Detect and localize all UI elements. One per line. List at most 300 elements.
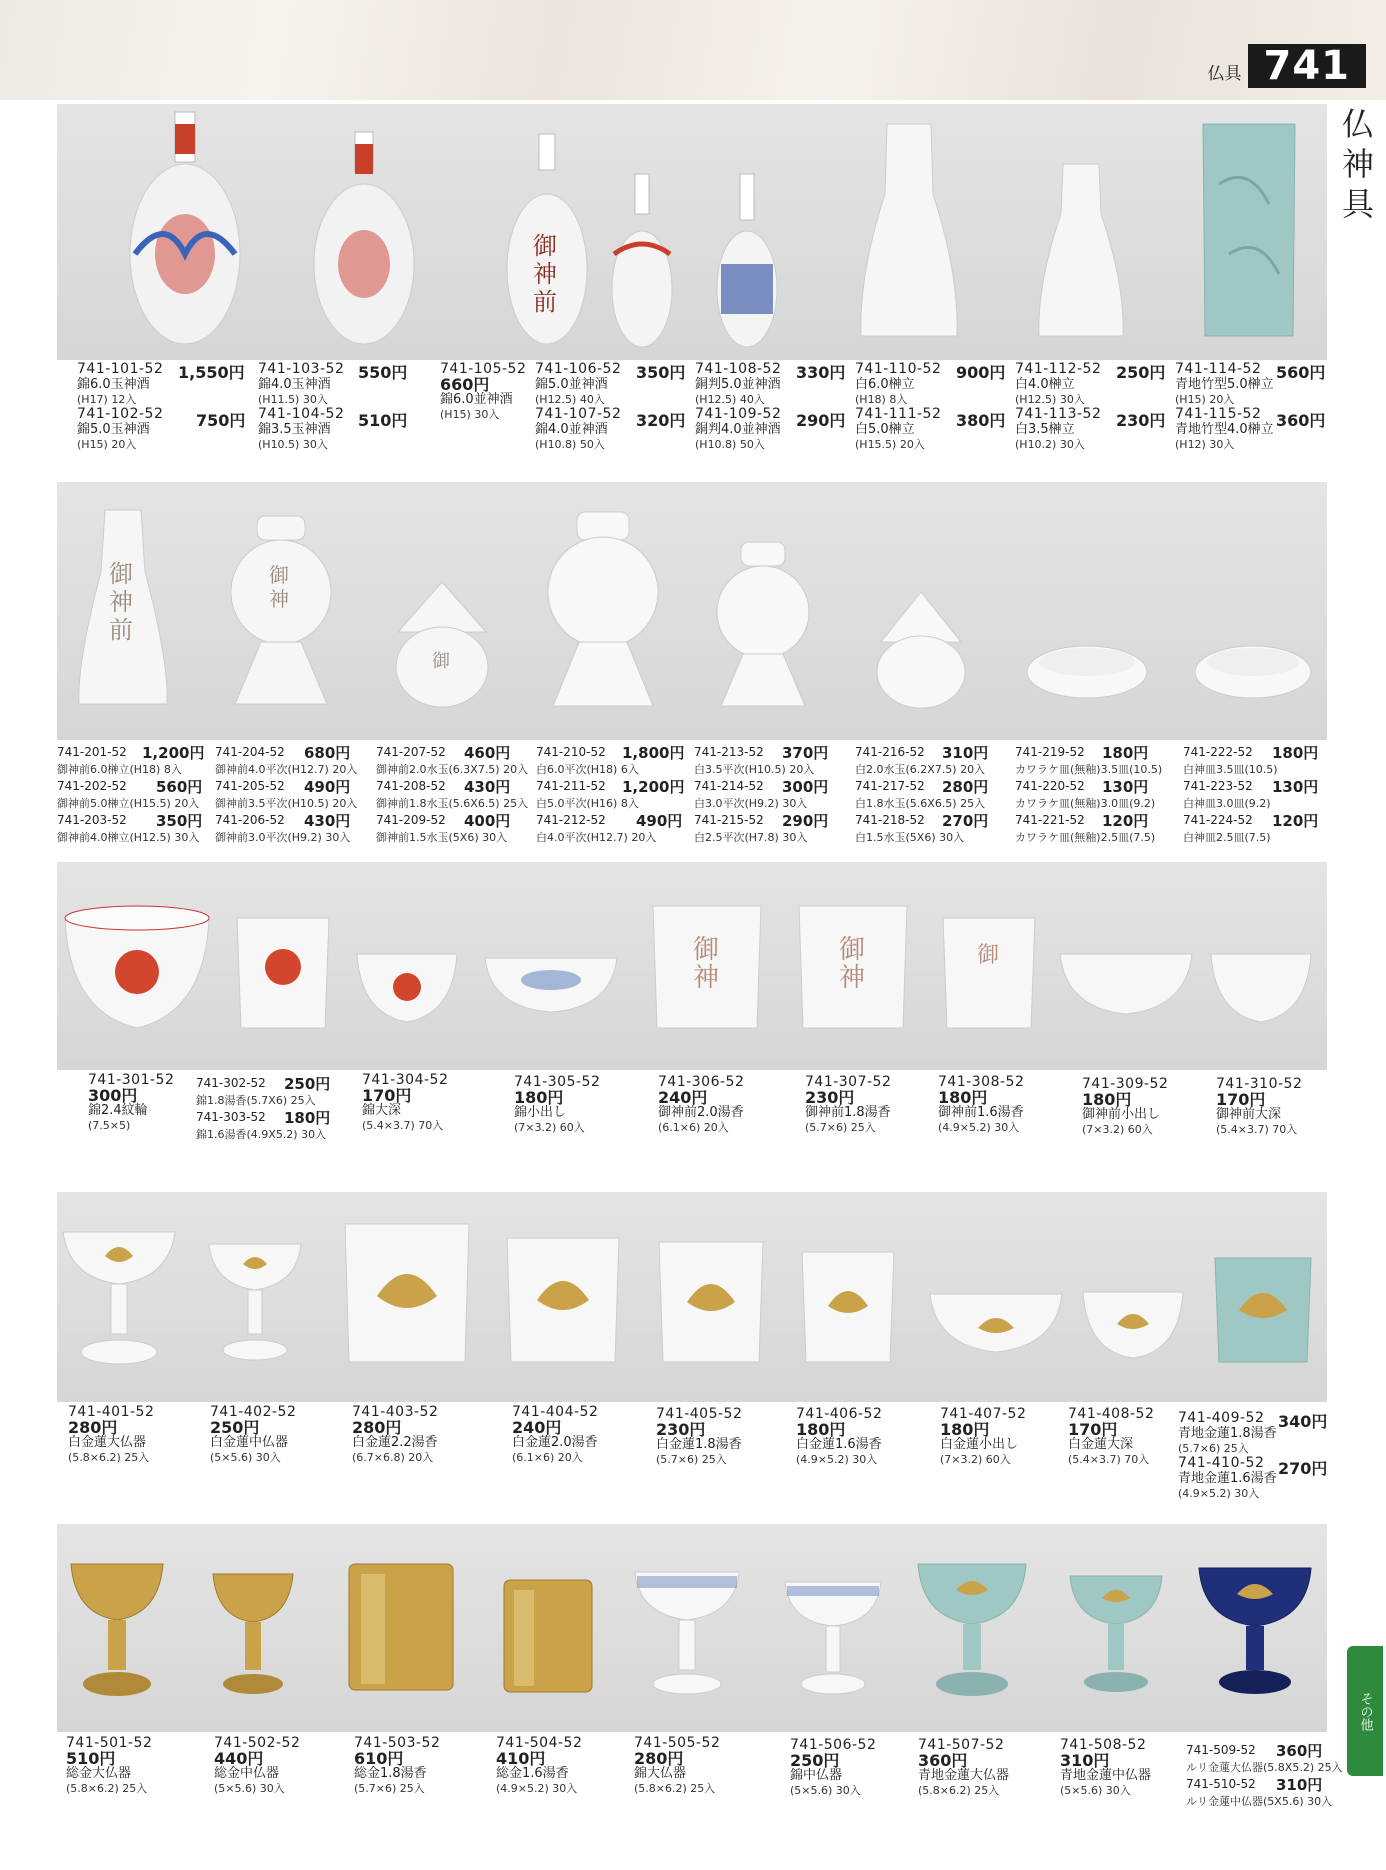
product-desc: 白神皿3.5皿(10.5)	[1183, 763, 1278, 776]
product-code: 741-106-52	[535, 361, 622, 377]
row4-products	[57, 1192, 1327, 1402]
product-desc: 御神前3.0平次(H9.2) 30入	[215, 831, 351, 844]
product-code: 741-210-52	[536, 745, 606, 759]
product-price: 370円	[782, 744, 829, 762]
product-image	[802, 1252, 894, 1362]
product-price: 900円	[956, 363, 1006, 382]
product-price: 180円	[1102, 744, 1149, 762]
product-price: 180円	[514, 1088, 564, 1107]
product-label	[535, 362, 621, 452]
product-detail: (H18) 8入	[855, 393, 908, 406]
product-desc: 御神前6.0榊立(H18) 8入	[57, 763, 182, 776]
product-price: 750円	[196, 411, 246, 430]
product-image	[1039, 164, 1123, 336]
side-title-char: 神	[1341, 145, 1374, 183]
product-price: 170円	[1068, 1420, 1118, 1439]
product-code: 741-217-52	[855, 779, 925, 793]
product-price: 350円	[636, 363, 686, 382]
product-price: 330円	[796, 363, 846, 382]
product-price: 250円	[1116, 363, 1166, 382]
product-image	[65, 906, 209, 1028]
product-desc: ルリ金蓮中仏器(5X5.6) 30入	[1186, 1795, 1333, 1808]
svg-text:御: 御	[432, 651, 450, 672]
svg-text:御: 御	[693, 935, 720, 965]
product-detail: (H12.5) 30入	[1015, 393, 1085, 406]
product-price: 230円	[805, 1088, 855, 1107]
category-label: 仏具	[1207, 64, 1242, 84]
product-image	[785, 1582, 881, 1694]
product-desc: 白4.0平次(H12.7) 20入	[536, 831, 657, 844]
product-image	[507, 1238, 619, 1362]
product-price: 490円	[636, 812, 683, 830]
product-label	[258, 362, 344, 452]
product-desc: 御神前2.0湯香	[658, 1105, 744, 1120]
product-price: 230円	[1116, 411, 1166, 430]
product-price: 1,200円	[622, 778, 685, 796]
product-price: 310円	[1276, 1776, 1323, 1794]
product-price: 280円	[352, 1418, 402, 1437]
svg-text:神: 神	[839, 963, 866, 993]
product-desc: 総金1.6湯香	[496, 1766, 569, 1781]
svg-text:神: 神	[269, 587, 289, 611]
product-price: 380円	[956, 411, 1006, 430]
product-desc: カワラケ皿(無釉)3.5皿(10.5)	[1015, 763, 1163, 776]
product-code: 741-501-52	[66, 1735, 153, 1751]
product-desc: 御神前1.8水玉(5.6X6.5) 25入	[376, 797, 529, 810]
product-detail: (6.7×6.8) 20入	[352, 1451, 434, 1464]
product-code: 741-209-52	[376, 813, 446, 827]
product-price: 340円	[1278, 1412, 1328, 1431]
product-code: 741-113-52	[1015, 406, 1102, 422]
product-image	[209, 1244, 301, 1360]
product-image	[63, 1232, 175, 1364]
product-price: 430円	[464, 778, 511, 796]
product-desc: 御神前小出し	[1082, 1107, 1161, 1122]
product-price: 300円	[782, 778, 829, 796]
product-desc: 白神皿3.0皿(9.2)	[1183, 797, 1271, 810]
product-desc: 青地金蓮中仏器	[1060, 1768, 1152, 1783]
product-desc: 御神前1.6湯香	[938, 1105, 1024, 1120]
product-code: 741-502-52	[214, 1735, 301, 1751]
product-code: 741-305-52	[514, 1074, 601, 1090]
product-price: 510円	[358, 411, 408, 430]
product-detail: (5×5.6) 30入	[1060, 1784, 1131, 1797]
product-price: 400円	[464, 812, 511, 830]
product-desc: 錦中仏器	[790, 1768, 843, 1783]
product-price: 280円	[68, 1418, 118, 1437]
product-code: 741-505-52	[634, 1735, 721, 1751]
product-desc: 御神前4.0平次(H12.7) 20入	[215, 763, 358, 776]
product-label	[1015, 362, 1101, 452]
product-desc: 白神皿2.5皿(7.5)	[1183, 831, 1271, 844]
product-image	[79, 510, 167, 704]
product-label	[352, 1405, 438, 1465]
product-desc: 白6.0榊立	[855, 377, 915, 392]
product-price: 240円	[658, 1088, 708, 1107]
product-price: 350円	[156, 812, 203, 830]
product-detail: (H12.5) 40入	[535, 393, 605, 406]
product-code: 741-222-52	[1183, 745, 1253, 759]
product-desc: 総金中仏器	[214, 1766, 280, 1781]
product-desc: 白5.0榊立	[855, 422, 915, 437]
product-code: 741-107-52	[535, 406, 622, 422]
product-detail: (5.8×6.2) 25入	[66, 1782, 148, 1795]
product-price: 300円	[88, 1086, 138, 1105]
product-detail: (5.7×6) 25入	[805, 1121, 876, 1134]
product-price: 180円	[796, 1420, 846, 1439]
product-price: 230円	[656, 1420, 706, 1439]
product-price: 320円	[636, 411, 686, 430]
product-detail: (H10.8) 50入	[695, 438, 765, 451]
product-price: 360円	[1276, 1742, 1323, 1760]
product-image	[213, 1574, 293, 1694]
product-label	[805, 1075, 891, 1135]
product-price: 430円	[304, 812, 351, 830]
product-code: 741-307-52	[805, 1074, 892, 1090]
product-image	[485, 958, 617, 1012]
product-label	[656, 1407, 742, 1467]
product-desc: 錦4.0並神酒	[535, 422, 608, 437]
product-desc: 白3.5榊立	[1015, 422, 1075, 437]
product-image	[861, 124, 957, 336]
product-price: 120円	[1102, 812, 1149, 830]
product-detail: (H12.5) 40入	[695, 393, 765, 406]
product-image	[1060, 954, 1192, 1014]
product-image	[507, 134, 587, 344]
product-desc: 白1.5水玉(5X6) 30入	[855, 831, 965, 844]
product-detail: (5.4×3.7) 70入	[1216, 1123, 1298, 1136]
product-code: 741-509-52	[1186, 1743, 1256, 1757]
product-image	[349, 1564, 453, 1690]
product-desc: 錦1.8湯香(5.7X6) 25入	[196, 1094, 316, 1107]
product-code: 741-303-52	[196, 1110, 266, 1124]
product-code: 741-301-52	[88, 1072, 175, 1088]
product-desc: 白3.5平次(H10.5) 20入	[694, 763, 815, 776]
product-desc: 白3.0平次(H9.2) 30入	[694, 797, 808, 810]
product-price: 310円	[1060, 1751, 1110, 1770]
product-code: 741-404-52	[512, 1404, 599, 1420]
row2-products	[57, 482, 1327, 740]
product-code: 741-401-52	[68, 1404, 155, 1420]
product-code: 741-405-52	[656, 1406, 743, 1422]
product-desc: 白金蓮大仏器	[68, 1435, 147, 1450]
product-desc: 青地竹型5.0榊立	[1175, 377, 1274, 392]
product-detail: (H15) 30入	[440, 408, 500, 421]
row5-products	[57, 1524, 1327, 1732]
product-label	[496, 1736, 582, 1796]
product-desc: 白金蓮小出し	[940, 1437, 1019, 1452]
product-detail: (7×3.2) 60入	[514, 1121, 585, 1134]
product-label	[88, 1073, 174, 1133]
product-desc: 錦6.0並神酒	[440, 392, 513, 407]
product-price: 360円	[1276, 411, 1326, 430]
product-code: 741-208-52	[376, 779, 446, 793]
product-desc: 総金大仏器	[66, 1766, 132, 1781]
product-image	[930, 1294, 1062, 1352]
product-price: 360円	[918, 1751, 968, 1770]
product-price: 250円	[284, 1075, 331, 1093]
product-code: 741-103-52	[258, 361, 345, 377]
product-code: 741-102-52	[77, 406, 164, 422]
product-price: 170円	[362, 1086, 412, 1105]
product-detail: (H10.8) 50入	[535, 438, 605, 451]
product-code: 741-510-52	[1186, 1777, 1256, 1791]
product-desc: 白金蓮1.6湯香	[796, 1437, 882, 1452]
product-desc: 錦2.4紋輪	[88, 1103, 148, 1118]
product-code: 741-201-52	[57, 745, 127, 759]
product-desc: 白金蓮2.0湯香	[512, 1435, 598, 1450]
product-image	[1070, 1576, 1162, 1692]
product-code: 741-206-52	[215, 813, 285, 827]
product-image	[1203, 124, 1295, 336]
product-detail: (5.8×6.2) 25入	[918, 1784, 1000, 1797]
product-label	[940, 1407, 1026, 1467]
product-desc: 銅判5.0並神酒	[695, 377, 781, 392]
svg-text:神: 神	[533, 260, 557, 288]
product-detail: (5.7×6) 25入	[656, 1453, 727, 1466]
product-band-4	[57, 1192, 1327, 1402]
product-image	[130, 112, 240, 344]
product-price: 250円	[790, 1751, 840, 1770]
product-desc: 錦大仏器	[634, 1766, 687, 1781]
product-code: 741-507-52	[918, 1737, 1005, 1753]
product-band-5	[57, 1524, 1327, 1732]
product-image	[345, 1224, 469, 1362]
product-image	[231, 516, 331, 704]
svg-text:御: 御	[109, 560, 133, 588]
product-label	[77, 362, 163, 452]
product-desc: 青地金蓮1.6湯香	[1178, 1471, 1277, 1486]
product-price: 610円	[354, 1749, 404, 1768]
product-code: 741-213-52	[694, 745, 764, 759]
product-desc: 錦5.0並神酒	[535, 377, 608, 392]
product-code: 741-304-52	[362, 1072, 449, 1088]
product-code: 741-104-52	[258, 406, 345, 422]
product-code: 741-221-52	[1015, 813, 1085, 827]
product-desc: 錦5.0玉神酒	[77, 422, 150, 437]
product-code: 741-214-52	[694, 779, 764, 793]
product-label	[1082, 1077, 1168, 1137]
product-price: 130円	[1272, 778, 1319, 796]
product-desc: 白金蓮1.8湯香	[656, 1437, 742, 1452]
product-price: 180円	[940, 1420, 990, 1439]
row3-products	[57, 862, 1327, 1070]
product-desc: 御神前大深	[1216, 1107, 1282, 1122]
product-desc: 御神前4.0榊立(H12.5) 30入	[57, 831, 200, 844]
product-price: 180円	[284, 1109, 331, 1127]
svg-text:御: 御	[977, 943, 1000, 968]
product-price: 1,800円	[622, 744, 685, 762]
product-label	[68, 1405, 154, 1465]
product-code: 741-111-52	[855, 406, 942, 422]
product-label	[790, 1738, 876, 1798]
product-detail: (H12) 30入	[1175, 438, 1235, 451]
product-image	[237, 918, 329, 1028]
product-desc: 錦小出し	[514, 1105, 567, 1120]
side-title-char: 仏	[1341, 105, 1374, 143]
product-desc: 錦大深	[362, 1103, 402, 1118]
product-label	[1178, 1411, 1277, 1501]
product-code: 741-110-52	[855, 361, 942, 377]
product-code: 741-207-52	[376, 745, 446, 759]
product-label	[1183, 744, 1278, 846]
product-image	[717, 174, 777, 347]
product-price: 240円	[512, 1418, 562, 1437]
product-label	[214, 1736, 300, 1796]
product-price: 1,550円	[178, 363, 245, 382]
product-label	[354, 1736, 440, 1796]
product-price: 460円	[464, 744, 511, 762]
product-detail: (4.9×5.2) 30入	[796, 1453, 878, 1466]
product-image	[314, 132, 414, 344]
product-code: 741-308-52	[938, 1074, 1025, 1090]
side-title	[1336, 104, 1380, 224]
product-desc: 白金蓮中仏器	[210, 1435, 289, 1450]
product-price: 410円	[496, 1749, 546, 1768]
product-desc: 白4.0榊立	[1015, 377, 1075, 392]
product-code: 741-302-52	[196, 1076, 266, 1090]
product-image	[659, 1242, 763, 1362]
product-desc: 青地竹型4.0榊立	[1175, 422, 1274, 437]
product-label	[1060, 1738, 1151, 1798]
product-detail: (H15.5) 20入	[855, 438, 925, 451]
product-price: 660円	[440, 375, 490, 394]
product-price: 180円	[1082, 1090, 1132, 1109]
product-price: 490円	[304, 778, 351, 796]
product-label	[512, 1405, 598, 1465]
product-price: 550円	[358, 363, 408, 382]
product-label	[1175, 362, 1274, 452]
product-code: 741-212-52	[536, 813, 606, 827]
side-title-char: 具	[1341, 185, 1374, 223]
svg-text:御: 御	[839, 935, 866, 965]
product-image	[612, 174, 672, 347]
product-detail: (4.9×5.2) 30入	[1178, 1487, 1260, 1500]
product-code: 741-202-52	[57, 779, 127, 793]
product-price: 310円	[942, 744, 989, 762]
product-label	[514, 1075, 600, 1135]
product-image	[717, 542, 809, 706]
product-desc: 青地金蓮1.8湯香	[1178, 1426, 1277, 1441]
product-label	[1216, 1077, 1302, 1137]
product-detail: (5.7×6) 25入	[1178, 1442, 1249, 1455]
svg-text:神: 神	[693, 963, 720, 993]
product-detail: (5×5.6) 30入	[210, 1451, 281, 1464]
product-image	[877, 592, 965, 708]
product-desc: 白金蓮2.2湯香	[352, 1435, 438, 1450]
page-number: 741	[1248, 44, 1367, 88]
product-band-1	[57, 104, 1327, 360]
product-price: 440円	[214, 1749, 264, 1768]
product-code: 741-503-52	[354, 1735, 441, 1751]
product-code: 741-410-52	[1178, 1455, 1265, 1471]
product-image	[357, 954, 457, 1022]
product-desc: 御神前2.0水玉(6.3X7.5) 20入	[376, 763, 529, 776]
product-image	[918, 1564, 1026, 1696]
product-desc: 白1.8水玉(5.6X6.5) 25入	[855, 797, 986, 810]
product-code: 741-406-52	[796, 1406, 883, 1422]
product-label	[918, 1738, 1009, 1798]
product-image	[71, 1564, 163, 1696]
product-label	[362, 1073, 448, 1133]
svg-text:前: 前	[109, 616, 133, 644]
product-desc: 青地金蓮大仏器	[918, 1768, 1010, 1783]
product-label	[855, 362, 941, 452]
product-label	[796, 1407, 882, 1467]
product-detail: (5.7×6) 25入	[354, 1782, 425, 1795]
product-detail: (6.1×6) 20入	[658, 1121, 729, 1134]
side-tab-other[interactable]: その他	[1347, 1646, 1383, 1776]
product-code: 741-109-52	[695, 406, 782, 422]
product-image	[1083, 1292, 1183, 1358]
product-image	[653, 906, 761, 1028]
product-code: 741-224-52	[1183, 813, 1253, 827]
page-header	[1208, 44, 1367, 88]
product-price: 280円	[942, 778, 989, 796]
row1-products	[57, 104, 1327, 360]
product-price: 290円	[796, 411, 846, 430]
product-code: 741-402-52	[210, 1404, 297, 1420]
svg-text:御: 御	[269, 563, 289, 587]
product-label	[695, 362, 781, 452]
product-price: 130円	[1102, 778, 1149, 796]
product-code: 741-309-52	[1082, 1076, 1169, 1092]
product-code: 741-407-52	[940, 1406, 1027, 1422]
product-desc: 御神前3.5平次(H10.5) 20入	[215, 797, 358, 810]
product-code: 741-216-52	[855, 745, 925, 759]
product-label	[1068, 1407, 1154, 1467]
product-code: 741-220-52	[1015, 779, 1085, 793]
product-price: 120円	[1272, 812, 1319, 830]
product-price: 180円	[938, 1088, 988, 1107]
product-code: 741-504-52	[496, 1735, 583, 1751]
product-desc: 御神前1.8湯香	[805, 1105, 891, 1120]
product-price: 510円	[66, 1749, 116, 1768]
product-desc: ルリ金蓮大仏器(5.8X5.2) 25入	[1186, 1761, 1343, 1774]
product-code: 741-409-52	[1178, 1410, 1265, 1426]
product-detail: (6.1×6) 20入	[512, 1451, 583, 1464]
product-detail: (H10.5) 30入	[258, 438, 328, 451]
product-code: 741-108-52	[695, 361, 782, 377]
product-label	[938, 1075, 1024, 1135]
product-detail: (7×3.2) 60入	[1082, 1123, 1153, 1136]
product-code: 741-306-52	[658, 1074, 745, 1090]
product-desc: 錦6.0玉神酒	[77, 377, 150, 392]
product-code: 741-211-52	[536, 779, 606, 793]
product-code: 741-408-52	[1068, 1406, 1155, 1422]
product-detail: (H15) 20入	[1175, 393, 1235, 406]
product-code: 741-508-52	[1060, 1737, 1147, 1753]
product-price: 680円	[304, 744, 351, 762]
product-price: 180円	[1272, 744, 1319, 762]
product-image	[504, 1580, 592, 1692]
product-detail: (H10.2) 30入	[1015, 438, 1085, 451]
product-image	[1195, 646, 1311, 698]
product-label	[634, 1736, 720, 1796]
product-image	[396, 582, 488, 707]
product-image	[1215, 1258, 1311, 1362]
product-image	[548, 512, 658, 706]
product-code: 741-105-52	[440, 361, 527, 377]
product-price: 560円	[156, 778, 203, 796]
product-detail: (7×3.2) 60入	[940, 1453, 1011, 1466]
product-code: 741-101-52	[77, 361, 164, 377]
product-price: 270円	[1278, 1459, 1328, 1478]
product-detail: (4.9×5.2) 30入	[496, 1782, 578, 1795]
product-code: 741-215-52	[694, 813, 764, 827]
product-price: 250円	[210, 1418, 260, 1437]
product-desc: 白2.5平次(H7.8) 30入	[694, 831, 808, 844]
